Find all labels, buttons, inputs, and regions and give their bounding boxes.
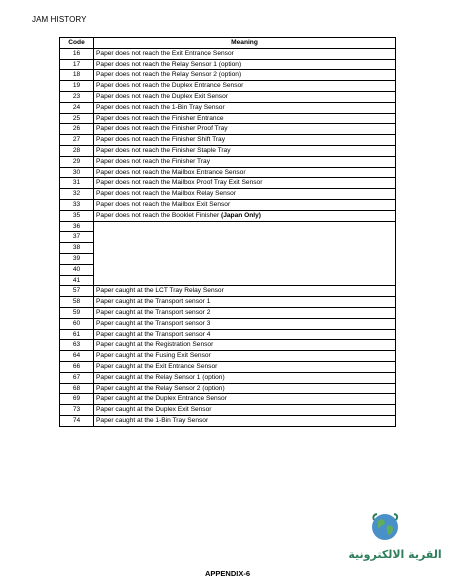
code-cell: 25 (60, 113, 94, 124)
code-cell: 63 (60, 340, 94, 351)
meaning-text: Paper caught at the Transport sensor 2 (96, 308, 211, 316)
table-row (60, 361, 396, 372)
meaning-text: Paper caught at the Duplex Exit Sensor (96, 406, 212, 414)
table-row (60, 405, 396, 416)
code-cell: 33 (60, 199, 94, 210)
meaning-cell (94, 91, 396, 102)
meaning-text: Paper does not reach the Finisher Staple Tray (96, 146, 231, 154)
meaning-text: Paper caught at the LCT Tray Relay Sensor (96, 287, 224, 295)
table-row (60, 81, 396, 92)
meaning-cell (94, 48, 396, 59)
code-cell: 74 (60, 415, 94, 426)
meaning-text: Paper caught at the Relay Sensor 1 (option) (96, 373, 225, 381)
meaning-cell (94, 351, 396, 362)
column-header-meaning: Meaning (94, 38, 396, 49)
table-body (60, 48, 396, 426)
meaning-cell (94, 415, 396, 426)
meaning-cell (94, 318, 396, 329)
code-cell: 67 (60, 372, 94, 383)
meaning-text: Paper caught at the 1-Bin Tray Sensor (96, 416, 209, 424)
table-row (60, 394, 396, 405)
code-cell: 37 (60, 232, 94, 243)
code-cell: 38 (60, 243, 94, 254)
page-footer: APPENDIX-6 (204, 569, 250, 578)
table-row (60, 383, 396, 394)
meaning-text: Paper caught at the Exit Entrance Sensor (96, 362, 218, 370)
table-row (60, 221, 396, 232)
meaning-text: Paper caught at the Relay Sensor 2 (option) (96, 384, 225, 392)
meaning-text: Paper caught at the Transport sensor 1 (96, 298, 211, 306)
table-row (60, 307, 396, 318)
table-row (60, 189, 396, 200)
table-row (60, 145, 396, 156)
meaning-cell (94, 361, 396, 372)
meaning-text: Paper does not reach the Mailbox Exit Sensor (96, 200, 231, 208)
code-cell: 27 (60, 135, 94, 146)
meaning-text: Paper caught at the Transport sensor 4 (96, 330, 211, 338)
code-cell: 29 (60, 156, 94, 167)
table-row (60, 48, 396, 59)
table-row (60, 199, 396, 210)
meaning-cell (94, 232, 396, 243)
meaning-text: Paper does not reach the Finisher Tray (96, 157, 210, 165)
watermark-logo (345, 510, 445, 570)
meaning-cell (94, 340, 396, 351)
meaning-text: Paper does not reach the Mailbox Relay Sensor (96, 190, 237, 198)
meaning-text: Paper caught at the Transport sensor 3 (96, 319, 211, 327)
code-cell: 40 (60, 264, 94, 275)
meaning-cell (94, 329, 396, 340)
meaning-text: Paper does not reach the Booklet Finisher (96, 211, 220, 219)
meaning-cell (94, 307, 396, 318)
table-header-row (60, 38, 396, 49)
meaning-text: Paper caught at the Fusing Exit Sensor (96, 352, 211, 360)
code-cell: 60 (60, 318, 94, 329)
meaning-cell (94, 178, 396, 189)
meaning-cell (94, 286, 396, 297)
meaning-text: Paper does not reach the 1-Bin Tray Sensor (96, 103, 225, 111)
code-cell: 61 (60, 329, 94, 340)
table-row (60, 275, 396, 286)
code-cell: 64 (60, 351, 94, 362)
meaning-cell (94, 135, 396, 146)
jam-history-table (59, 37, 396, 427)
code-cell: 17 (60, 59, 94, 70)
meaning-text: Paper does not reach the Finisher Proof Tray (96, 125, 228, 133)
table-row (60, 253, 396, 264)
meaning-text: Paper does not reach the Relay Sensor 2 (option) (96, 71, 242, 79)
table-row (60, 232, 396, 243)
table-row (60, 210, 396, 221)
code-cell: 18 (60, 70, 94, 81)
meaning-cell (94, 221, 396, 232)
code-cell: 73 (60, 405, 94, 416)
table-row (60, 318, 396, 329)
code-cell: 31 (60, 178, 94, 189)
meaning-cell (94, 124, 396, 135)
code-cell: 35 (60, 210, 94, 221)
code-cell: 26 (60, 124, 94, 135)
code-cell: 57 (60, 286, 94, 297)
table-row (60, 329, 396, 340)
table-row (60, 102, 396, 113)
meaning-text: Paper does not reach the Duplex Exit Sensor (96, 92, 228, 100)
code-cell: 19 (60, 81, 94, 92)
code-cell: 24 (60, 102, 94, 113)
table-row (60, 91, 396, 102)
meaning-cell (94, 145, 396, 156)
code-cell: 41 (60, 275, 94, 286)
table-row (60, 59, 396, 70)
meaning-cell (94, 405, 396, 416)
meaning-text: Paper does not reach the Finisher Entrance (96, 114, 224, 122)
meaning-text: Paper caught at the Duplex Entrance Sensor (96, 395, 227, 403)
code-cell: 28 (60, 145, 94, 156)
meaning-cell (94, 70, 396, 81)
table-row (60, 156, 396, 167)
table-row (60, 70, 396, 81)
table-row (60, 135, 396, 146)
table-row (60, 243, 396, 254)
meaning-cell (94, 264, 396, 275)
meaning-text: Paper does not reach the Mailbox Entrance Sensor (96, 168, 246, 176)
table-row (60, 264, 396, 275)
meaning-cell (94, 253, 396, 264)
table-row (60, 167, 396, 178)
meaning-text: Paper does not reach the Mailbox Proof Tray Exit Sensor (96, 179, 263, 187)
meaning-cell (94, 81, 396, 92)
meaning-text: Paper does not reach the Duplex Entrance Sensor (96, 82, 244, 90)
watermark-logo-text: القرية الالكترونية (348, 548, 442, 561)
code-cell: 30 (60, 167, 94, 178)
meaning-cell (94, 372, 396, 383)
meaning-cell (94, 113, 396, 124)
table-row (60, 113, 396, 124)
meaning-cell (94, 394, 396, 405)
meaning-cell (94, 59, 396, 70)
table-row (60, 372, 396, 383)
globe-icon (370, 512, 400, 542)
table-row (60, 178, 396, 189)
meaning-cell (94, 243, 396, 254)
meaning-cell (94, 156, 396, 167)
table-row (60, 286, 396, 297)
code-cell: 16 (60, 48, 94, 59)
page-heading: JAM HISTORY (32, 15, 87, 24)
table-row (60, 415, 396, 426)
meaning-text: Paper does not reach the Relay Sensor 1 (option) (96, 60, 242, 68)
code-cell: 23 (60, 91, 94, 102)
meaning-text: Paper does not reach the Finisher Shift Tray (96, 136, 226, 144)
table-row (60, 124, 396, 135)
code-cell: 39 (60, 253, 94, 264)
table-row (60, 340, 396, 351)
code-cell: 68 (60, 383, 94, 394)
meaning-cell (94, 297, 396, 308)
meaning-cell (94, 102, 396, 113)
code-cell: 69 (60, 394, 94, 405)
column-header-code: Code (60, 38, 94, 49)
code-cell: 66 (60, 361, 94, 372)
code-cell: 58 (60, 297, 94, 308)
code-cell: 36 (60, 221, 94, 232)
code-cell: 59 (60, 307, 94, 318)
meaning-cell (94, 189, 396, 200)
meaning-text: Paper does not reach the Exit Entrance Sensor (96, 49, 234, 57)
meaning-cell (94, 167, 396, 178)
meaning-cell (94, 383, 396, 394)
meaning-text: Paper caught at the Registration Sensor (96, 341, 214, 349)
meaning-note: (Japan Only) (221, 211, 261, 219)
meaning-cell (94, 275, 396, 286)
meaning-cell (94, 199, 396, 210)
table-row (60, 351, 396, 362)
table-row (60, 297, 396, 308)
meaning-cell (94, 210, 396, 221)
code-cell: 32 (60, 189, 94, 200)
